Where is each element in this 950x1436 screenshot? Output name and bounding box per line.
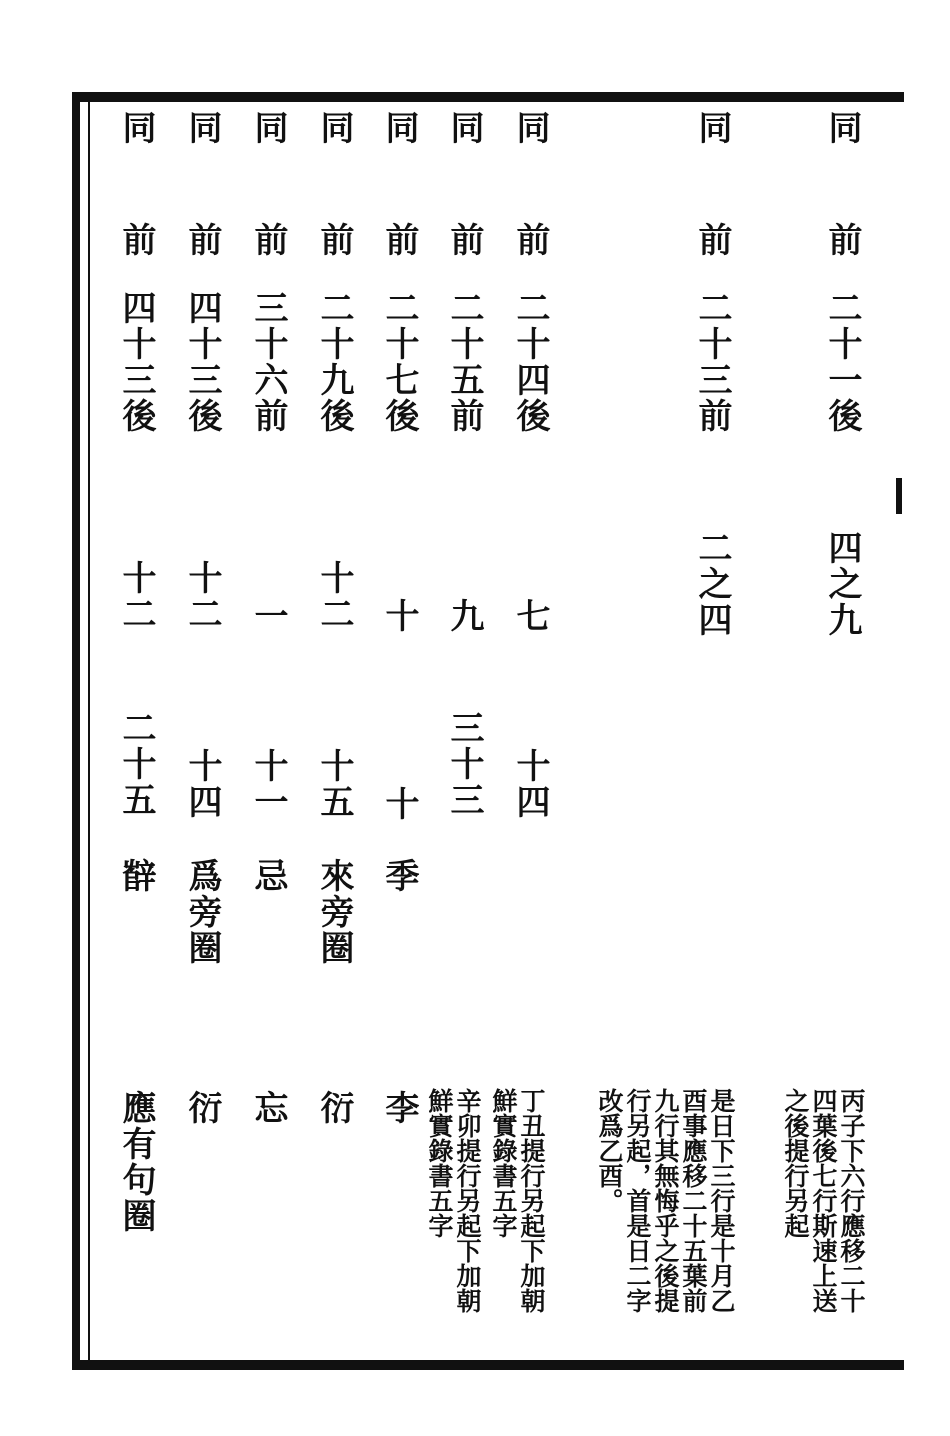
cell-front: 前 xyxy=(444,222,484,258)
cell-leaf: 二十七後 xyxy=(379,290,419,434)
cell-wrong: 季 xyxy=(379,858,419,894)
page-edge-mark xyxy=(896,478,902,514)
cell-leaf: 二十一後 xyxy=(822,290,862,434)
note-line: 丙子下六行應移二十 xyxy=(837,1088,866,1313)
cell-same: 同 xyxy=(444,110,484,146)
cell-line: 十二 xyxy=(314,560,354,632)
cell-front: 前 xyxy=(692,222,732,258)
cell-char: 三十三 xyxy=(444,710,484,818)
cell-same: 同 xyxy=(822,110,862,146)
cell-line: 四之九 xyxy=(822,530,862,638)
note-line: 是日下三行是十月乙 xyxy=(707,1088,736,1313)
cell-correct: 忘 xyxy=(248,1090,288,1126)
cell-wrong: 爲旁圈 xyxy=(182,858,222,966)
cell-line: 七 xyxy=(510,598,550,634)
cell-front: 前 xyxy=(314,222,354,258)
cell-same: 同 xyxy=(314,110,354,146)
cell-front: 前 xyxy=(510,222,550,258)
note-line: 之後提行另起 xyxy=(781,1088,810,1238)
cell-line: 二之四 xyxy=(692,530,732,638)
cell-leaf: 二十三前 xyxy=(692,290,732,434)
cell-line: 九 xyxy=(444,598,484,634)
cell-same: 同 xyxy=(692,110,732,146)
frame-left-inner-rule xyxy=(88,100,90,1362)
cell-same: 同 xyxy=(248,110,288,146)
cell-same: 同 xyxy=(379,110,419,146)
note-line: 九行其無悔乎之後提 xyxy=(651,1088,680,1313)
cell-char: 十四 xyxy=(182,748,222,820)
cell-leaf: 二十四後 xyxy=(510,290,550,434)
cell-char: 十五 xyxy=(314,748,354,820)
note-line: 行另起，首是日二字 xyxy=(623,1088,652,1313)
cell-wrong: 辥 xyxy=(116,858,156,894)
cell-line: 十二 xyxy=(182,560,222,632)
cell-line: 十 xyxy=(379,598,419,634)
note-line: 鮮實錄書五字 xyxy=(425,1088,454,1238)
cell-leaf: 三十六前 xyxy=(248,290,288,434)
cell-wrong: 忌 xyxy=(248,858,288,894)
cell-correct: 應有句圈 xyxy=(116,1090,156,1234)
note-line: 改爲乙酉。 xyxy=(595,1088,624,1213)
frame-bottom-rule xyxy=(72,1360,904,1370)
cell-front: 前 xyxy=(116,222,156,258)
cell-leaf: 二十九後 xyxy=(314,290,354,434)
cell-front: 前 xyxy=(182,222,222,258)
cell-line: 十二 xyxy=(116,560,156,632)
cell-correct: 衍 xyxy=(182,1090,222,1126)
cell-same: 同 xyxy=(116,110,156,146)
cell-correct: 衍 xyxy=(314,1090,354,1126)
cell-front: 前 xyxy=(379,222,419,258)
cell-wrong: 來旁圈 xyxy=(314,858,354,966)
frame-left-rule xyxy=(72,92,80,1370)
note-line: 酉事應移二十五葉前 xyxy=(679,1088,708,1313)
note-line: 鮮實錄書五字 xyxy=(489,1088,518,1238)
note-line: 辛卯提行另起下加朝 xyxy=(453,1088,482,1313)
cell-leaf: 二十五前 xyxy=(444,290,484,434)
cell-front: 前 xyxy=(248,222,288,258)
frame-top-rule xyxy=(72,92,904,102)
cell-char: 十一 xyxy=(248,748,288,820)
cell-char: 十 xyxy=(379,786,419,822)
cell-line: 一 xyxy=(248,598,288,634)
cell-char: 二十五 xyxy=(116,710,156,818)
cell-same: 同 xyxy=(182,110,222,146)
note-line: 四葉後七行斯速上送 xyxy=(809,1088,838,1313)
cell-char: 十四 xyxy=(510,748,550,820)
cell-front: 前 xyxy=(822,222,862,258)
cell-leaf: 四十三後 xyxy=(116,290,156,434)
note-line: 丁丑提行另起下加朝 xyxy=(517,1088,546,1313)
cell-same: 同 xyxy=(510,110,550,146)
cell-correct: 李 xyxy=(379,1090,419,1126)
cell-leaf: 四十三後 xyxy=(182,290,222,434)
